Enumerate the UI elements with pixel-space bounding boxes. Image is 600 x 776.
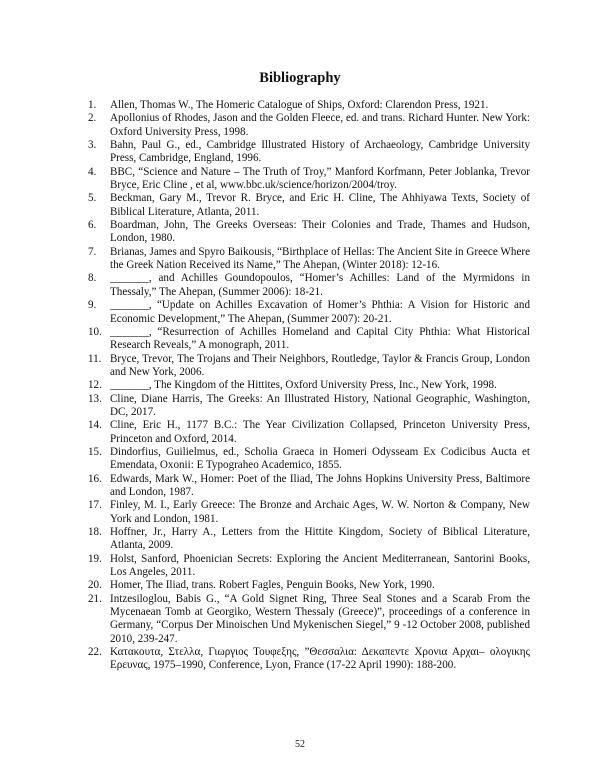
entry-number: 6. xyxy=(88,219,97,232)
entry-text: _______, “Update on Achilles Excavation of Homer’s Phthia: A Vision for Historic and Economic Development,” The Ahepan, (Summer 2007): 20-21. xyxy=(110,299,530,325)
entry-text: Cline, Diane Harris, The Greeks: An Illustrated History, National Geographic, Washington, DC, 2017. xyxy=(110,392,530,418)
entry-text: Holst, Sanford, Phoenician Secrets: Exploring the Ancient Mediterranean, Santorini Books, Los Angeles, 2011. xyxy=(110,552,530,579)
entry-number: 2. xyxy=(88,112,97,125)
bibliography-entry xyxy=(88,112,530,139)
entry-text: Bahn, Paul G., ed., Cambridge Illustrated History of Archaeology, Cambridge University Press, Cambridge, England, 1996. xyxy=(110,139,530,165)
entry-number: 22. xyxy=(88,646,102,659)
bibliography-entry xyxy=(88,353,530,380)
bibliography-entry xyxy=(88,192,530,219)
entry-text: _______, and Achilles Goundopoulos, “Homer’s Achilles: Land of the Myrmidons in Thessaly,” The Ahepan, (Summer 2006): 18-21. xyxy=(110,272,530,298)
entry-text: Brianas, James and Spyro Baikousis, “Birthplace of Hellas: The Ancient Site in Greece Where the Greek Nation Received its Name,” The Ahepan, (Winter 2018): 12-16. xyxy=(110,245,530,272)
entry-number: 9. xyxy=(88,299,97,312)
page-number: 52 xyxy=(295,739,305,750)
entry-number: 14. xyxy=(88,419,102,432)
entry-text: Apollonius of Rhodes, Jason and the Golden Fleece, ed. and trans. Richard Hunter. New York: Oxford University Press, 1998. xyxy=(110,112,530,138)
entry-number: 5. xyxy=(88,192,97,205)
entry-number: 11. xyxy=(88,352,102,365)
bibliography-list xyxy=(88,99,530,673)
entry-text: Cline, Eric H., 1177 B.C.: The Year Civilization Collapsed, Princeton University Press, Princeton and Oxford, 2014. xyxy=(110,419,530,445)
entry-text: Hoffner, Jr., Harry A., Letters from the Hittite Kingdom, Society of Biblical Literature, Atlanta, 2009. xyxy=(110,526,530,552)
entry-number: 21. xyxy=(88,592,102,605)
bibliography-entry xyxy=(88,473,530,500)
entry-text: _______, “Resurrection of Achilles Homeland and Capital City Phthia: What Historical Research Reveals,” A monograph, 2011. xyxy=(110,325,530,352)
bibliography-entry xyxy=(88,299,530,326)
entry-number: 13. xyxy=(88,392,102,405)
bibliography-entry xyxy=(88,326,530,353)
entry-number: 4. xyxy=(88,165,97,178)
bibliography-entry xyxy=(88,579,530,592)
entry-number: 18. xyxy=(88,526,102,538)
entry-text: Edwards, Mark W., Homer: Poet of the Iliad, The Johns Hopkins University Press, Baltimore and London, 1987. xyxy=(110,472,530,498)
entry-text: Finley, M. I., Early Greece: The Bronze and Archaic Ages, W. W. Norton & Company, New York and London, 1981. xyxy=(110,499,530,525)
bibliography-entry xyxy=(88,393,530,420)
page-title: Bibliography xyxy=(259,70,341,86)
entry-text: Bryce, Trevor, The Trojans and Their Neighbors, Routledge, Taylor & Francis Group, London and New York, 2006. xyxy=(110,352,530,378)
bibliography-entry xyxy=(88,646,530,673)
bibliography-entry xyxy=(88,446,530,473)
entry-number: 16. xyxy=(88,472,102,485)
entry-text: Homer, The Iliad, trans. Robert Fagles, Penguin Books, New York, 1990. xyxy=(110,579,435,592)
entry-text: Dindorfius, Guilielmus, ed., Scholia Graeca in Homeri Odysseam Ex Codicibus Aucta et Emendata, Oxonii: E Typograheo Academico, 1855. xyxy=(110,445,530,472)
entry-number: 15. xyxy=(88,445,102,458)
bibliography-entry xyxy=(88,379,530,392)
entry-number: 8. xyxy=(88,272,97,285)
entry-text: Boardman, John, The Greeks Overseas: Their Colonies and Trade, Thames and Hudson, London, 1980. xyxy=(110,219,530,245)
bibliography-entry xyxy=(88,139,530,166)
entry-number: 17. xyxy=(88,499,102,512)
entry-text: Beckman, Gary M., Trevor R. Bryce, and Eric H. Cline, The Ahhiyawa Texts, Society of Biblical Literature, Atlanta, 2011. xyxy=(110,192,530,218)
entry-text: Intzesiloglou, Babis G., “A Gold Signet Ring, Three Seal Stones and a Scarab From the Mycenaean Tomb at Georgiko, Western Thessaly (Greece)”, proceedings of a conference in Germany, “Corpus Der Minoischen Und Mykenischen Siegel,” 9 -12 October 2008, published 2010, 239-247. xyxy=(110,592,530,645)
bibliography-entry xyxy=(88,272,530,299)
bibliography-entry xyxy=(88,526,530,553)
bibliography-entry xyxy=(88,593,530,646)
entry-number: 12. xyxy=(88,379,102,392)
bibliography-entry xyxy=(88,219,530,246)
entry-text: BBC, “Science and Nature – The Truth of Troy,” Manford Korfmann, Peter Joblanka, Trevor Bryce, Eric Cline , et al, www.bbc.uk/science/horizon/2004/troy. xyxy=(110,165,530,192)
bibliography-entry xyxy=(88,499,530,526)
bibliography-entry xyxy=(88,166,530,193)
entry-text: Κατακουτα, Στελλα, Γιωργιος Τουφεξης, ”Θεσσαλια: Δεκαπεντε Χρονια Αρχαι– ολογικης Ερευνας, 1975–1990, Conference, Lyon, France (17-22 April 1990): 188-200. xyxy=(110,646,530,672)
bibliography-entry xyxy=(88,553,530,580)
entry-number: 10. xyxy=(88,325,102,338)
entry-number: 19. xyxy=(88,552,102,565)
bibliography-entry xyxy=(88,419,530,446)
entry-number: 1. xyxy=(88,99,97,111)
entry-number: 7. xyxy=(88,245,97,258)
bibliography-entry xyxy=(88,99,530,112)
entry-text: Allen, Thomas W., The Homeric Catalogue of Ships, Oxford: Clarendon Press, 1921. xyxy=(110,99,489,111)
bibliography-entry xyxy=(88,246,530,273)
entry-text: _______, The Kingdom of the Hittites, Oxford University Press, Inc., New York, 1998. xyxy=(110,379,497,392)
entry-number: 3. xyxy=(88,139,97,152)
entry-number: 20. xyxy=(88,579,102,592)
